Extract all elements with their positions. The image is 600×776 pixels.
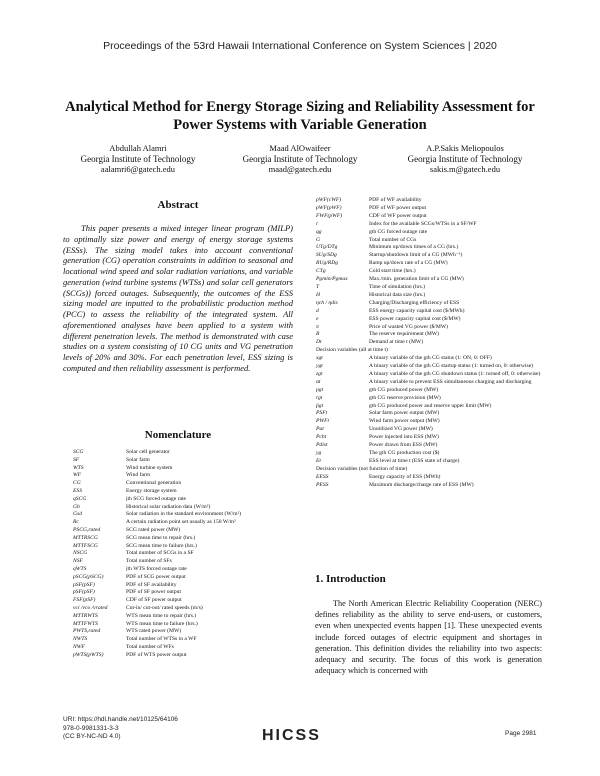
nomenclature-row xyxy=(316,197,542,205)
nomenclature-symbol: NSF xyxy=(73,558,83,565)
nomenclature-description: Energy storage system xyxy=(126,487,177,494)
nomenclature-row xyxy=(316,316,542,324)
nomenclature-row xyxy=(73,636,303,644)
nomenclature-symbol: Pgmin/Pgmax xyxy=(316,276,348,283)
nomenclature-description: A binary variable of the gth CG shutdown status (1: turned off, 0: otherwise) xyxy=(369,370,541,377)
nomenclature-row xyxy=(73,574,303,582)
introduction-heading: 1. Introduction xyxy=(315,573,386,585)
nomenclature-row xyxy=(73,628,303,636)
nomenclature-description: Ramp up/down rate of a CG (MW) xyxy=(369,260,448,267)
nomenclature-description: ESS level at time t (ESS state of charge) xyxy=(369,457,460,464)
nomenclature-row xyxy=(316,387,542,395)
nomenclature-symbol: αt xyxy=(316,378,321,385)
nomenclature-description: A binary variable of the gth CG status (1: ON, 0: OFF) xyxy=(369,355,492,362)
nomenclature-description: Solar radiation in the standard environment (W/m²) xyxy=(126,511,242,518)
nomenclature-row xyxy=(73,527,303,535)
nomenclature-description: gth CG produced power (MW) xyxy=(369,386,439,393)
nomenclature-row xyxy=(316,426,542,434)
paper-title xyxy=(40,98,560,134)
nomenclature-description: PDF of SF availability xyxy=(126,581,177,588)
nomenclature-description: Price of wasted VG power ($/MW) xyxy=(369,323,448,330)
nomenclature-row xyxy=(316,347,542,355)
title-line-1: Analytical Method for Energy Storage Sizing and Reliability Assessment for xyxy=(65,99,535,115)
nomenclature-symbol: WF xyxy=(73,472,82,479)
proceedings-header: Proceedings of the 53rd Hawaii International Conference on System Sciences | 2020 xyxy=(103,40,497,52)
nomenclature-symbol: pSF(pSF) xyxy=(73,581,95,588)
nomenclature-description: A binary variable to prevent ESS simultaneous charging and discharging xyxy=(369,378,532,385)
nomenclature-symbol: Et xyxy=(316,457,321,464)
nomenclature-description: Decision variables (not function of time) xyxy=(316,465,408,472)
nomenclature-symbol: pWF(cWF) xyxy=(316,197,342,203)
nomenclature-row xyxy=(73,488,303,496)
nomenclature-description: Total number of CGs xyxy=(369,236,417,243)
nomenclature-description: Total number of SFs xyxy=(126,558,172,565)
nomenclature-row xyxy=(73,566,303,574)
nomenclature-description: gth CG forced outage rate xyxy=(369,228,428,235)
nomenclature-row xyxy=(73,558,303,566)
nomenclature-symbol: pgt xyxy=(316,386,324,393)
nomenclature-symbol: CG xyxy=(73,480,81,487)
nomenclature-symbol: G xyxy=(316,236,321,243)
nomenclature-row xyxy=(73,511,303,519)
nomenclature-description: Total number of WFs xyxy=(126,643,174,650)
nomenclature-symbol: Gh xyxy=(73,503,80,510)
nomenclature-description: ESS energy capacity capital cost ($/MWh) xyxy=(369,307,465,314)
footer-license: (CC BY-NC-ND 4.0) xyxy=(63,733,121,740)
nomenclature-row xyxy=(73,535,303,543)
nomenclature-symbol: PSCG,rated xyxy=(73,526,101,533)
nomenclature-description: jth SCG forced outage rate xyxy=(126,495,186,502)
nomenclature-description: Max./min. generation limit of a CG (MW) xyxy=(369,276,464,283)
nomenclature-symbol: PWTS,rated xyxy=(73,628,101,635)
nomenclature-description: Power drawn from ESS (MW) xyxy=(369,442,438,449)
nomenclature-symbol: MTTRSCG xyxy=(73,534,98,541)
nomenclature-row xyxy=(316,371,542,379)
nomenclature-symbol: H xyxy=(316,291,321,298)
nomenclature-description: Minimum up/down times of a CG (hrs.) xyxy=(369,244,459,251)
nomenclature-symbol: NSCG xyxy=(73,550,88,557)
nomenclature-symbol: CTg xyxy=(316,268,326,275)
nomenclature-symbol: MTTRWTS xyxy=(73,612,98,619)
nomenclature-row xyxy=(73,480,303,488)
nomenclature-row xyxy=(316,442,542,450)
nomenclature-symbol: d xyxy=(316,307,319,314)
nomenclature-description: PDF of WF availability xyxy=(369,197,422,203)
nomenclature-row xyxy=(316,284,542,292)
nomenclature-row xyxy=(316,213,542,221)
nomenclature-description: Time of simulation (hrs.) xyxy=(369,283,426,290)
nomenclature-description: Conventional generation xyxy=(126,480,182,487)
footer-uri: URI: https://hdl.handle.net/10125/64106 xyxy=(63,716,178,723)
nomenclature-symbol: Put xyxy=(316,426,324,433)
nomenclature-description: SCG mean time to failure (hrs.) xyxy=(126,542,197,549)
nomenclature-row xyxy=(73,504,303,512)
nomenclature-description: A binary variable of the gth CG startup status (1: turned on, 0: otherwise) xyxy=(369,363,534,370)
nomenclature-row xyxy=(316,466,542,474)
nomenclature-symbol: WTS xyxy=(73,464,84,471)
nomenclature-row xyxy=(73,652,303,660)
nomenclature-row xyxy=(316,268,542,276)
nomenclature-description: gth CG reserve provision (MW) xyxy=(369,394,441,401)
nomenclature-symbol: PWFt xyxy=(316,418,330,425)
nomenclature-row xyxy=(316,276,542,284)
nomenclature-symbol: pWF(pWF) xyxy=(316,204,342,211)
nomenclature-row xyxy=(316,458,542,466)
nomenclature-symbol: PSFt xyxy=(316,410,328,417)
author-1 xyxy=(68,143,208,175)
nomenclature-row xyxy=(73,465,303,473)
nomenclature-description: WTS mean time to failure (hrs.) xyxy=(126,620,198,627)
nomenclature-symbol: yg xyxy=(316,450,322,456)
nomenclature-description: Solar farm power output (MW) xyxy=(369,410,440,417)
nomenclature-row xyxy=(316,379,542,387)
footer-info xyxy=(63,716,178,742)
nomenclature-row xyxy=(73,621,303,629)
nomenclature-row xyxy=(73,613,303,621)
author-email: sakis.m@gatech.edu xyxy=(429,164,501,174)
nomenclature-symbol: r xyxy=(316,220,319,227)
author-name: A.P.Sakis Meliopoulos xyxy=(426,143,504,153)
nomenclature-description: Energy capacity of ESS (MWh) xyxy=(369,473,441,480)
nomenclature-heading: Nomenclature xyxy=(144,429,212,441)
nomenclature-description: gth CG produced power and reserve upper limit (MW) xyxy=(369,402,492,409)
hicss-logo: HICSS xyxy=(262,727,321,744)
nomenclature-symbol: rgt xyxy=(316,394,323,401)
nomenclature-description: WTS rated power (MW) xyxy=(126,628,182,635)
nomenclature-symbol: MTTFWTS xyxy=(73,620,98,627)
nomenclature-description: CDF of WF power output xyxy=(369,212,427,219)
nomenclature-row xyxy=(316,221,542,229)
abstract-text: This paper presents a mixed integer linear program (MILP) to optimally size power and energy of energy storage systems (ESSs). The sizing model takes into account conventional generation (CG) operation constraints in addition to seasonal and locational wind speed and solar radiation variations, and variable generation (wind turbine systems (WTSs) and solar cell generators (SCGs)) forced outages. Subsequently, the outcomes of the ESS sizing model are inputted to the probabilistic production method (PCC) to assess the reliability of the integrated system. All aforementioned analyses have been applied to a system with different penetration levels. The method is demonstrated with case studies on a system consisting of 10 CG units and VG penetration levels of 20% and 30%. For each penetration level, ESS sizing is computed and then reliability assessment is performed. xyxy=(63,223,293,373)
nomenclature-symbol: FWF(pWF) xyxy=(316,212,343,219)
nomenclature-description: CDF of SF power output xyxy=(126,597,182,604)
nomenclature-symbol: ηch / ηdis xyxy=(316,299,338,306)
nomenclature-symbol: SF xyxy=(73,456,80,463)
nomenclature-description: Historical solar radiation data (W/m²) xyxy=(126,503,211,510)
nomenclature-symbol: ygt xyxy=(316,363,323,370)
nomenclature-row xyxy=(73,449,303,457)
author-email: aalamri6@gatech.edu xyxy=(100,164,176,174)
nomenclature-description: Cold start time (hrs.) xyxy=(369,268,416,275)
nomenclature-description: The gth CG production cost ($) xyxy=(369,450,440,456)
nomenclature-description: Power injected into ESS (MW) xyxy=(369,434,439,441)
nomenclature-row xyxy=(316,292,542,300)
nomenclature-row xyxy=(73,543,303,551)
nomenclature-description: SCG rated power (MW) xyxy=(126,526,181,533)
nomenclature-description: Solar farm xyxy=(126,456,150,463)
nomenclature-row xyxy=(316,482,542,490)
nomenclature-row xyxy=(73,496,303,504)
nomenclature-left-list xyxy=(73,449,303,660)
nomenclature-right-list xyxy=(316,197,542,490)
nomenclature-symbol: qWTS xyxy=(73,565,87,572)
nomenclature-description: Solar cell generator xyxy=(126,449,170,455)
nomenclature-description: Total number of WTSs in a WF xyxy=(126,636,197,643)
nomenclature-description: Cut-in/ cut-out/ rated speeds (m/s) xyxy=(126,604,203,611)
nomenclature-symbol: FSF(pSF) xyxy=(73,597,96,604)
nomenclature-symbol: NWTS xyxy=(73,636,88,643)
nomenclature-symbol: zgt xyxy=(316,370,323,377)
nomenclature-description: Wind turbine system xyxy=(126,464,173,471)
author-name: Abdullah Alamri xyxy=(109,143,167,153)
nomenclature-description: Index for the available SCGs/WTSs in a SF/WF xyxy=(369,220,477,227)
nomenclature-symbol: pWTS(pWTS) xyxy=(73,651,104,658)
nomenclature-description: Maximum discharge/charge rate of ESS (MW) xyxy=(369,481,474,488)
nomenclature-description: jth WTS forced outage rate xyxy=(126,565,187,572)
nomenclature-description: WTS mean time to repair (hrs.) xyxy=(126,612,197,619)
nomenclature-row xyxy=(73,457,303,465)
nomenclature-description: PDF of SCG power output xyxy=(126,573,186,580)
abstract-heading: Abstract xyxy=(157,199,199,211)
nomenclature-symbol: Pcht xyxy=(316,434,327,441)
nomenclature-row xyxy=(316,450,542,458)
author-affiliation: Georgia Institute of Technology xyxy=(80,153,196,164)
nomenclature-description: PDF of SF power output xyxy=(126,589,182,596)
introduction-text: The North American Electric Reliability Cooperation (NERC) defines reliability as the ability to serve end-users, or customers, even when unexpected events happen [1]. These unexpected events include forced outages of electric equipment and shortages in generation. This definition divides the reliability into two aspects: adequacy and security. The focus of this work is generation adequacy which is concerned with xyxy=(315,599,542,676)
nomenclature-description: Decision variables (all at time t) xyxy=(316,347,388,354)
nomenclature-description: Unutilized VG power (MW) xyxy=(369,426,433,433)
author-affiliation: Georgia Institute of Technology xyxy=(242,153,358,164)
nomenclature-row xyxy=(316,331,542,339)
nomenclature-symbol: NWF xyxy=(73,643,85,650)
nomenclature-symbol: SUg/SDg xyxy=(316,252,337,259)
nomenclature-symbol: EESS xyxy=(316,473,329,480)
nomenclature-row xyxy=(73,605,303,613)
nomenclature-description: PDF of WF power output xyxy=(369,204,427,211)
nomenclature-row xyxy=(73,589,303,597)
nomenclature-row xyxy=(73,597,303,605)
nomenclature-description: Demand at time t (MW) xyxy=(369,339,424,346)
title-line-2: Power Systems with Variable Generation xyxy=(173,117,427,133)
nomenclature-symbol: vci /vco /vrated xyxy=(73,604,108,611)
nomenclature-symbol: R xyxy=(316,331,320,338)
nomenclature-description: Startup/shutdown limit of a CG (MWh⁻¹) xyxy=(369,252,463,259)
page-number: Page 2981 xyxy=(505,730,537,737)
nomenclature-symbol: p̄gt xyxy=(316,402,324,409)
nomenclature-description: Total number of SCGs in a SF xyxy=(126,550,194,557)
nomenclature-description: Wind farm xyxy=(126,472,151,479)
nomenclature-row xyxy=(316,363,542,371)
nomenclature-symbol: e xyxy=(316,315,319,322)
nomenclature-symbol: SCG xyxy=(73,449,84,455)
author-2 xyxy=(225,143,375,175)
nomenclature-row xyxy=(316,260,542,268)
author-email: maad@gatech.edu xyxy=(268,164,332,174)
nomenclature-description: ESS power capacity capital cost ($/MW) xyxy=(369,315,461,322)
nomenclature-symbol: Gsd xyxy=(73,511,83,518)
nomenclature-symbol: Rc xyxy=(73,519,79,526)
author-3 xyxy=(390,143,540,175)
author-name: Maad AlOwaifeer xyxy=(269,143,331,153)
nomenclature-symbol: Pdist xyxy=(316,442,328,449)
nomenclature-symbol: ESS xyxy=(73,487,83,494)
nomenclature-description: SCG mean time to repair (hrs.) xyxy=(126,534,196,541)
nomenclature-symbol: π xyxy=(316,323,319,330)
nomenclature-description: A certain radiation point set usually as 150 W/m² xyxy=(126,519,236,526)
nomenclature-description: Wind farm power output (MW) xyxy=(369,418,440,425)
nomenclature-symbol: RUg/RDg xyxy=(316,260,339,267)
nomenclature-row xyxy=(316,395,542,403)
nomenclature-symbol: MTTFSCG xyxy=(73,542,98,549)
nomenclature-row xyxy=(316,434,542,442)
footer-isbn: 978-0-9981331-3-3 xyxy=(63,724,119,732)
nomenclature-description: The reserve requirement (MW) xyxy=(369,331,440,338)
nomenclature-row xyxy=(73,472,303,480)
nomenclature-symbol: PESS xyxy=(316,481,329,488)
nomenclature-row xyxy=(73,519,303,527)
nomenclature-row xyxy=(316,229,542,237)
nomenclature-description: PDF of WTS power output xyxy=(126,651,187,658)
nomenclature-row xyxy=(316,474,542,482)
nomenclature-row xyxy=(316,308,542,316)
nomenclature-symbol: UTg/DTg xyxy=(316,244,338,251)
nomenclature-row xyxy=(316,300,542,308)
nomenclature-symbol: pSF(pSF) xyxy=(73,589,95,596)
nomenclature-symbol: xgt xyxy=(316,355,323,362)
nomenclature-row xyxy=(73,644,303,652)
nomenclature-row xyxy=(316,205,542,213)
nomenclature-description: Charging/Discharging efficiency of ESS xyxy=(369,299,460,306)
nomenclature-symbol: Dt xyxy=(316,339,322,346)
nomenclature-description: Historical data size (hrs.) xyxy=(369,291,426,298)
nomenclature-symbol: T xyxy=(316,283,320,290)
nomenclature-row xyxy=(316,355,542,363)
author-affiliation: Georgia Institute of Technology xyxy=(407,153,523,164)
nomenclature-row xyxy=(73,550,303,558)
nomenclature-symbol: qSCG xyxy=(73,495,87,502)
nomenclature-row xyxy=(73,582,303,590)
nomenclature-symbol: qg xyxy=(316,228,322,235)
nomenclature-symbol: pSCG(pSCG) xyxy=(73,573,104,580)
